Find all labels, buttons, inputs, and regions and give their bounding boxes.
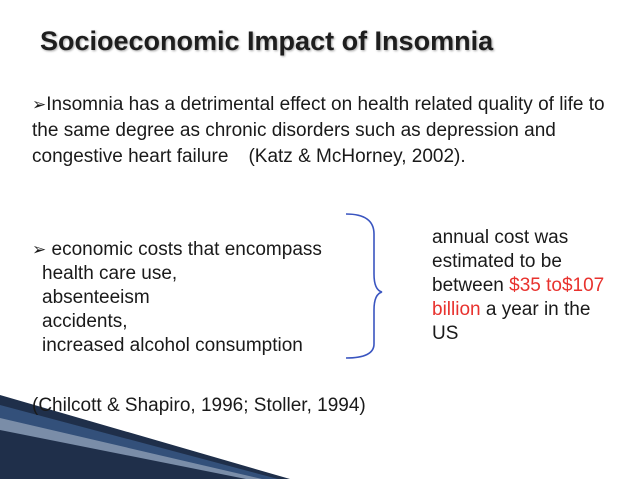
list-item: absenteeism bbox=[42, 287, 150, 308]
list-item: accidents, bbox=[42, 311, 128, 332]
annual-cost-note bbox=[432, 226, 612, 346]
paragraph-text: Insomnia has a detrimental effect on health related quality of life to the same degree as chronic disorders such as depression and congestive heart failure bbox=[32, 94, 605, 167]
list-item: health care use, bbox=[42, 263, 178, 284]
list-heading bbox=[32, 238, 322, 262]
list-heading-text: economic costs that encompass bbox=[51, 239, 322, 260]
paragraph-citation: (Katz & McHorney, 2002). bbox=[248, 146, 466, 167]
economic-costs-list bbox=[32, 238, 322, 358]
citation: (Chilcott & Shapiro, 1996; Stoller, 1994) bbox=[32, 395, 366, 416]
cost-text-before: annual cost was estimated to be between bbox=[432, 227, 569, 296]
right-brace-icon bbox=[340, 212, 390, 362]
arrow-check-bullet-icon: ➢ bbox=[32, 240, 47, 259]
list-item: increased alcohol consumption bbox=[42, 335, 303, 356]
arrow-check-bullet-icon: ➢ bbox=[32, 95, 47, 114]
paragraph-quality-of-life bbox=[32, 92, 634, 170]
cost-amount: $35 to$107 billion bbox=[432, 275, 605, 320]
slide-title: Socioeconomic Impact of Insomnia bbox=[40, 26, 494, 56]
cost-text-after: a year in the US bbox=[432, 299, 591, 344]
